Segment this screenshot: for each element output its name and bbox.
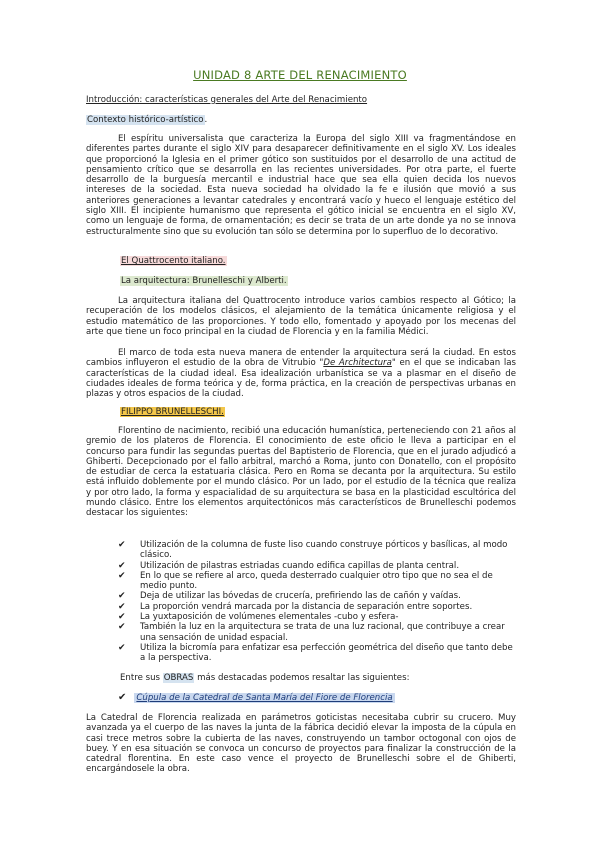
- list-item: ✔ La yuxtaposición de volúmenes elementales -cubo y esfera-: [118, 612, 399, 623]
- elements-list: [118, 540, 518, 664]
- check-mark-icon: ✔: [118, 560, 126, 571]
- list-item: ✔ También la luz en la arquitectura se trata de una luz racional, que contribuye a crear una sensación de unidad espacial.: [118, 622, 505, 643]
- brunelleschi-paragraph: Florentino de nacimiento, recibió una educación humanística, perteneciendo con 21 años al gremio de los plateros de Florencia. El conocimiento de este oficio le lleva a participar en el concurso para fundir las segundas puertas del Baptisterio de Florencia, que en el jurado adjudicó a Ghiberti. Decepcionado por el fallo arbitral, marchó a Roma, junto con Donatello, con el propósito de estudiar de cerca la estatuaria clásica. Pero en Roma se decanta por la arquitectura. Su estilo está influido doblemente por el mundo clásico. Por un lado, por el estudio de la técnica que realiza y por otro lado, la forma y espacialidad de su arquitectura se basa en la plasticidad escultórica del mundo clásico. Entre los elementos arquitectónicos más característicos de Brunelleschi podemos destacar los siguientes:: [86, 426, 516, 519]
- cupula-paragraph: La Catedral de Florencia realizada en parámetros goticistas necesitaba cubrir su crucero. Muy avanzada ya el cuerpo de las naves la junta de la fábrica decidió elevar la imposta de la cúpula en casi trece metros sobre la cubierta de las naves, construyendo un tambor octogonal con ojos de buey. Y en esa situación se convoca un concurso de proyectos para finalizar la construcción de la catedral florentina. En este caso vence el proyecto de Brunelleschi sobre el de Ghiberti, encargándosele la obra.: [86, 713, 516, 775]
- check-mark-icon: ✔: [118, 540, 126, 550]
- de-architectura-title: De Architectura: [323, 358, 392, 369]
- check-mark-icon: ✔: [118, 692, 127, 703]
- check-mark-icon: ✔: [118, 612, 126, 623]
- list-item: ✔ Utilización de pilastras estriadas cuando edifica capillas de planta central.: [118, 560, 460, 571]
- check-mark-icon: ✔: [118, 642, 126, 653]
- intro-heading: Introducción: características generales del Arte del Renacimiento: [86, 95, 368, 105]
- arquitectura-paragraph-1: La arquitectura italiana del Quattrocento introduce varios cambios respecto al Gótico; la recuperación de los modelos clásicos, el alejamiento de la temática únicamente religiosa y el estudio matemático de las proporciones. Y todo ello, fomentado y apoyado por los mecenas del arte que tiene un foco principal en la ciudad de Florencia y en la familia Médici.: [86, 296, 516, 337]
- arquitectura-paragraph-2: El marco de toda esta nueva manera de entender la arquitectura será la ciudad. En estos cambios influyeron el estudio de la obra de Vitrubio "De Architectura" en el que se indicaban las características de la ciudad ideal. Esa idealización urbanística se va a plasmar en el diseño de ciudades ideales de forma teórica y de, forma práctica, en la creación de perspectivas urbanas en plazas y otros espacios de la ciudad.: [86, 348, 516, 400]
- check-mark-icon: ✔: [118, 601, 126, 612]
- obras-highlight: OBRAS: [163, 673, 194, 683]
- obras-intro: Entre sus OBRAS más destacadas podemos resaltar las siguientes:: [120, 673, 410, 683]
- list-item: ✔ La proporción vendrá marcada por la distancia de separación entre soportes.: [118, 601, 473, 612]
- obra-cupula-link[interactable]: Cúpula de la Catedral de Santa María del Fiore de Florencia: [136, 693, 393, 703]
- check-mark-icon: ✔: [118, 570, 126, 581]
- list-item: ✔ Utilización de la columna de fuste liso cuando construye pórticos y basílicas, al modo clásico.: [118, 540, 508, 561]
- list-item: ✔ Deja de utilizar las bóvedas de crucería, prefiriendo las de cañón y vaídas.: [118, 591, 461, 602]
- check-mark-icon: ✔: [118, 622, 126, 633]
- contexto-heading: Contexto histórico-artístico.: [87, 115, 208, 125]
- list-item: ✔ Utiliza la bicromía para enfatizar esa perfección geométrica del diseño que tanto debe a la perspectiva.: [118, 642, 513, 664]
- arquitectura-heading: La arquitectura: Brunelleschi y Alberti.: [121, 276, 287, 286]
- brunelleschi-heading: FILIPPO BRUNELLESCHI.: [121, 407, 224, 417]
- list-item: ✔ En lo que se refiere al arco, queda desterrado cualquier otro tipo que no sea el de medio punto.: [118, 570, 493, 592]
- contexto-paragraph: El espíritu universalista que caracteriza la Europa del siglo XIII va fragmentándose en diferentes partes durante el siglo XIV para desaparecer definitivamente en el siglo XV. Los ideales que proporcionó la Iglesia en el primer gótico son sustituidos por el desarrollo de una actitud de pensamiento crítico que se desarrolla en las recientes universidades. Por otra parte, el fuerte desarrollo de la burguesía mercantil e industrial hace que sea ella quien decida los nuevos intereses de la sociedad. Esta nueva sociedad ha olvidado la fe e ilusión que movió a sus anteriores generaciones a levantar catedrales y encontrará vacío y hueco el lenguaje estético del siglo XIII. El incipiente humanismo que representa el gótico inicial se encuentra en el siglo XV, como un lenguaje de forma, de ornamentación; es decir se trata de un arte donde ya no se innova estructuralmente sino que su evolución tan sólo se determina por lo superfluo de lo decorativo.: [86, 134, 516, 237]
- page-title: UNIDAD 8 ARTE DEL RENACIMIENTO: [193, 68, 407, 82]
- quattrocento-heading: El Quattrocento italiano.: [121, 256, 226, 266]
- obra-cupula-item: [118, 693, 395, 703]
- check-mark-icon: ✔: [118, 591, 126, 602]
